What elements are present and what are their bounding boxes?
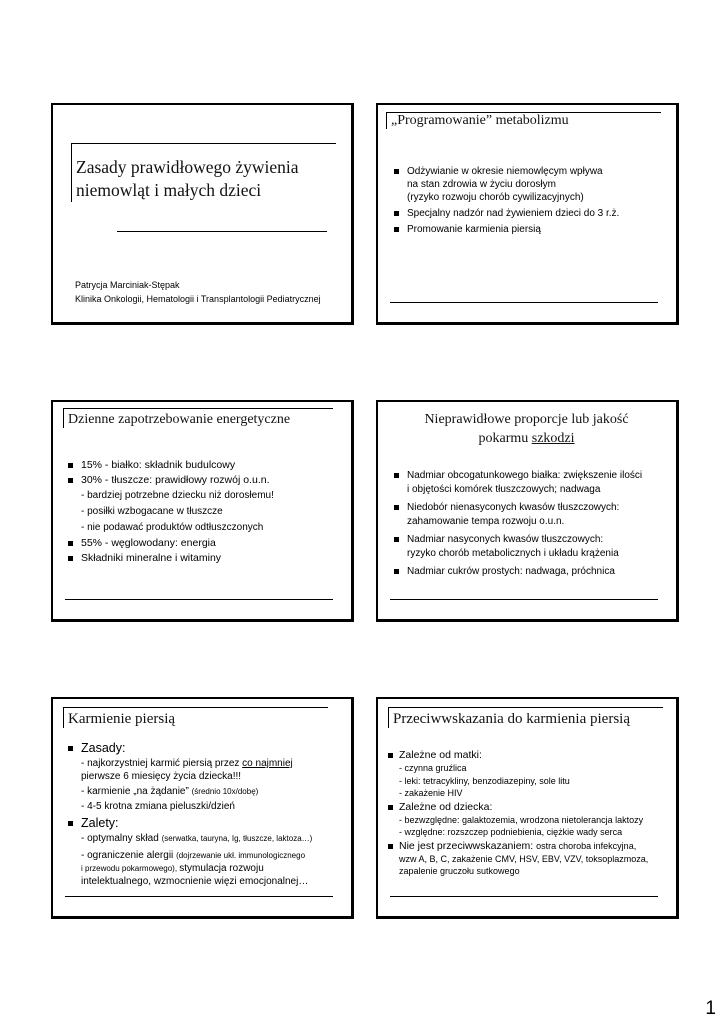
slide-6-title: Przeciwwskazania do karmienia piersią: [388, 707, 663, 728]
slide-2: [376, 103, 679, 325]
sub-item: - 4-5 krotna zmiana pieluszki/dzień: [81, 801, 235, 812]
list-item: Zalety:: [68, 815, 343, 832]
list-item: 55% - węglowodany: energia: [68, 536, 338, 551]
sub-item: - leki: tetracykliny, benzodiazepiny, sole litu: [399, 775, 570, 786]
author-affiliation: Klinika Onkologii, Hematologii i Transplantologii Pediatrycznej: [75, 294, 321, 304]
footer-rule: [65, 599, 333, 600]
sub-item: zapalenie gruczołu sutkowego: [399, 866, 520, 876]
sub-item: - ograniczenie alergii (dojrzewanie ukł. immunologicznego i przewodu pokarmowego), stymulacja rozwoju intelektualnego, wzmocnienie więzi emocjonalnej…: [81, 850, 309, 887]
slide-2-bullets: [394, 165, 664, 239]
list-item: Nadmiar cukrów prostych: nadwaga, próchnica: [394, 565, 672, 579]
page-number: 1: [705, 998, 716, 1019]
author-block: [75, 278, 321, 306]
sub-item: - najkorzystniej karmić piersią przez co najmniej pierwsze 6 miesięcy życia dziecka!!!: [81, 758, 293, 782]
sub-item: - posiłki wzbogacane w tłuszcze: [81, 506, 223, 517]
sub-item: - zakażenie HIV: [399, 788, 463, 798]
list-item: 30% - tłuszcze: prawidłowy rozwój o.u.n.: [68, 473, 338, 488]
list-item: Nadmiar obcogatunkowego białka: zwiększenie ilości i objętości komórek tłuszczowych; nadwaga: [394, 469, 672, 497]
list-item: Odżywianie w okresie niemowlęcym wpływa na stan zdrowia w życiu dorosłym (ryzyko rozwoju chorób cywilizacyjnych): [394, 165, 664, 204]
slide-5: [51, 697, 354, 919]
slide-4-bullets: [394, 469, 672, 583]
footer-rule: [65, 896, 333, 897]
slide-1: [51, 103, 354, 325]
sub-item: - bardziej potrzebne dziecku niż dorosłemu!: [81, 490, 274, 501]
sub-item: - nie podawać produktów odtłuszczonych: [81, 522, 264, 533]
slide-6-content: [388, 748, 673, 878]
list-item: Zależne od dziecka:: [388, 800, 673, 814]
slide-3-title: Dzienne zapotrzebowanie energetyczne: [63, 408, 333, 428]
list-item: Nie jest przeciwwskazaniem: ostra choroba infekcyjna,: [388, 839, 673, 853]
slide-2-title: „Programowanie” metabolizmu: [386, 112, 661, 129]
slide-3: [51, 400, 354, 622]
slide-6: [376, 697, 679, 919]
slide-4-title: Nieprawidłowe proporcje lub jakość pokarmu szkodzi: [424, 412, 629, 446]
list-item: Zależne od matki:: [388, 748, 673, 762]
footer-rule: [390, 599, 658, 600]
sub-item: - czynna gruźlica: [399, 763, 467, 773]
sub-item: - względne: rozszczep podniebienia, ciężkie wady serca: [399, 827, 623, 837]
list-item: Zasady:: [68, 740, 343, 757]
sub-item: - bezwzględne: galaktozemia, wrodzona nietolerancja laktozy: [399, 814, 644, 825]
list-item: Promowanie karmienia piersią: [394, 223, 664, 236]
list-item: Niedobór nienasyconych kwasów tłuszczowych: zahamowanie tempa rozwoju o.u.n.: [394, 501, 672, 529]
title-underline: [117, 231, 327, 232]
author-name: Patrycja Marciniak-Stępak: [75, 280, 180, 290]
slide-4: [376, 400, 679, 622]
slide-5-content: [68, 740, 343, 890]
slide-3-bullets: [68, 458, 338, 566]
sub-item: - optymalny skład (serwatka, tauryna, Ig, tłuszcze, laktoza…): [81, 833, 313, 844]
list-item: Składniki mineralne i witaminy: [68, 551, 338, 566]
list-item: 15% - białko: składnik budulcowy: [68, 458, 338, 473]
sub-item: - karmienie „na żądanie” (średnio 10x/dobę): [81, 786, 259, 797]
slide-1-title: Zasady prawidłowego żywienia niemowląt i małych dzieci: [71, 143, 336, 202]
slide-5-title: Karmienie piersią: [63, 707, 328, 728]
list-item: Specjalny nadzór nad żywieniem dzieci do 3 r.ż.: [394, 207, 664, 220]
sub-item: wzw A, B, C, zakażenie CMV, HSV, EBV, VZV, toksoplazmoza,: [399, 853, 649, 864]
list-item: Nadmiar nasyconych kwasów tłuszczowych: ryzyko chorób metabolicznych i układu krążenia: [394, 533, 672, 561]
footer-rule: [390, 302, 658, 303]
footer-rule: [390, 896, 658, 897]
